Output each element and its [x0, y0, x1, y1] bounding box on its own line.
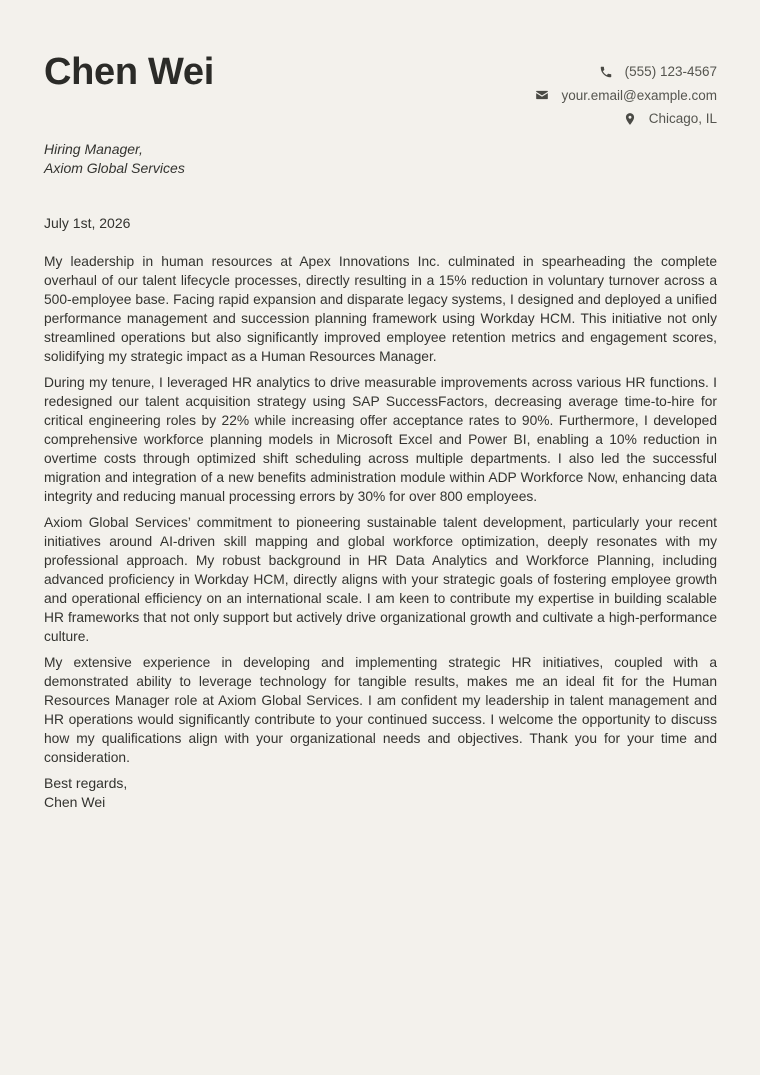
phone-icon [599, 65, 613, 79]
contact-email [535, 84, 717, 108]
letter-closing [44, 774, 717, 812]
email-text: your.email@example.com [561, 87, 717, 103]
body-paragraph: During my tenure, I leveraged HR analytics to drive measurable improvements across various HR functions. I redesigned our talent acquisition strategy using SAP SuccessFactors, decreasing average time-to-hire for critical engineering roles by 22% while increasing offer acceptance rates to 90%. Furthermore, I developed comprehensive workforce planning models in Microsoft Excel and Power BI, enabling a 10% reduction in overtime costs through optimized shift scheduling across multiple departments. I also led the successful migration and integration of a new benefits administration module within ADP Workforce Now, enhancing data integrity and reducing manual processing errors by 30% for over 800 employees. [44, 375, 717, 504]
body-paragraph: Axiom Global Services’ commitment to pioneering sustainable talent development, particularly your recent initiatives around AI-driven skill mapping and global workforce optimization, deeply resonates with my professional approach. My robust background in HR Data Analytics and Workforce Planning, including advanced proficiency in Workday HCM, directly aligns with your strategic goals of fostering employee growth and operational efficiency on an international scale. I am keen to contribute my expertise in building scalable HR frameworks that not only support but actively drive organizational growth and cultivate a high-performance culture. [44, 515, 717, 644]
closing-salutation: Best regards, [44, 775, 128, 791]
recipient-title: Hiring Manager, [44, 141, 143, 157]
letter-body [44, 252, 717, 767]
envelope-icon [535, 88, 549, 102]
contact-phone [535, 60, 717, 84]
closing-signature: Chen Wei [44, 794, 106, 810]
recipient-block [44, 140, 717, 178]
phone-text: (555) 123-4567 [624, 64, 717, 80]
applicant-name: Chen Wei [44, 51, 215, 93]
letter-header [44, 0, 717, 140]
contact-location [535, 107, 717, 131]
recipient-company: Axiom Global Services [44, 160, 185, 176]
location-text: Chicago, IL [648, 111, 717, 127]
contact-block [535, 60, 717, 131]
map-pin-icon [623, 112, 637, 126]
letter-date: July 1st, 2026 [44, 215, 131, 231]
body-paragraph: My leadership in human resources at Apex Innovations Inc. culminated in spearheading the complete overhaul of our talent lifecycle processes, directly resulting in a 15% reduction in voluntary turnover across a 500-employee base. Facing rapid expansion and disparate legacy systems, I designed and deployed a unified performance management and succession planning framework using Workday HCM. This initiative not only streamlined operations but also significantly improved employee retention metrics and engagement scores, solidifying my strategic impact as a Human Resources Manager. [44, 254, 717, 364]
body-paragraph: My extensive experience in developing and implementing strategic HR initiatives, coupled with a demonstrated ability to leverage technology for tangible results, makes me an ideal fit for the Human Resources Manager role at Axiom Global Services. I am confident my leadership in talent management and HR operations would significantly contribute to your continued success. I welcome the opportunity to discuss how my qualifications align with your organizational needs and objectives. Thank you for your time and consideration. [44, 655, 717, 765]
